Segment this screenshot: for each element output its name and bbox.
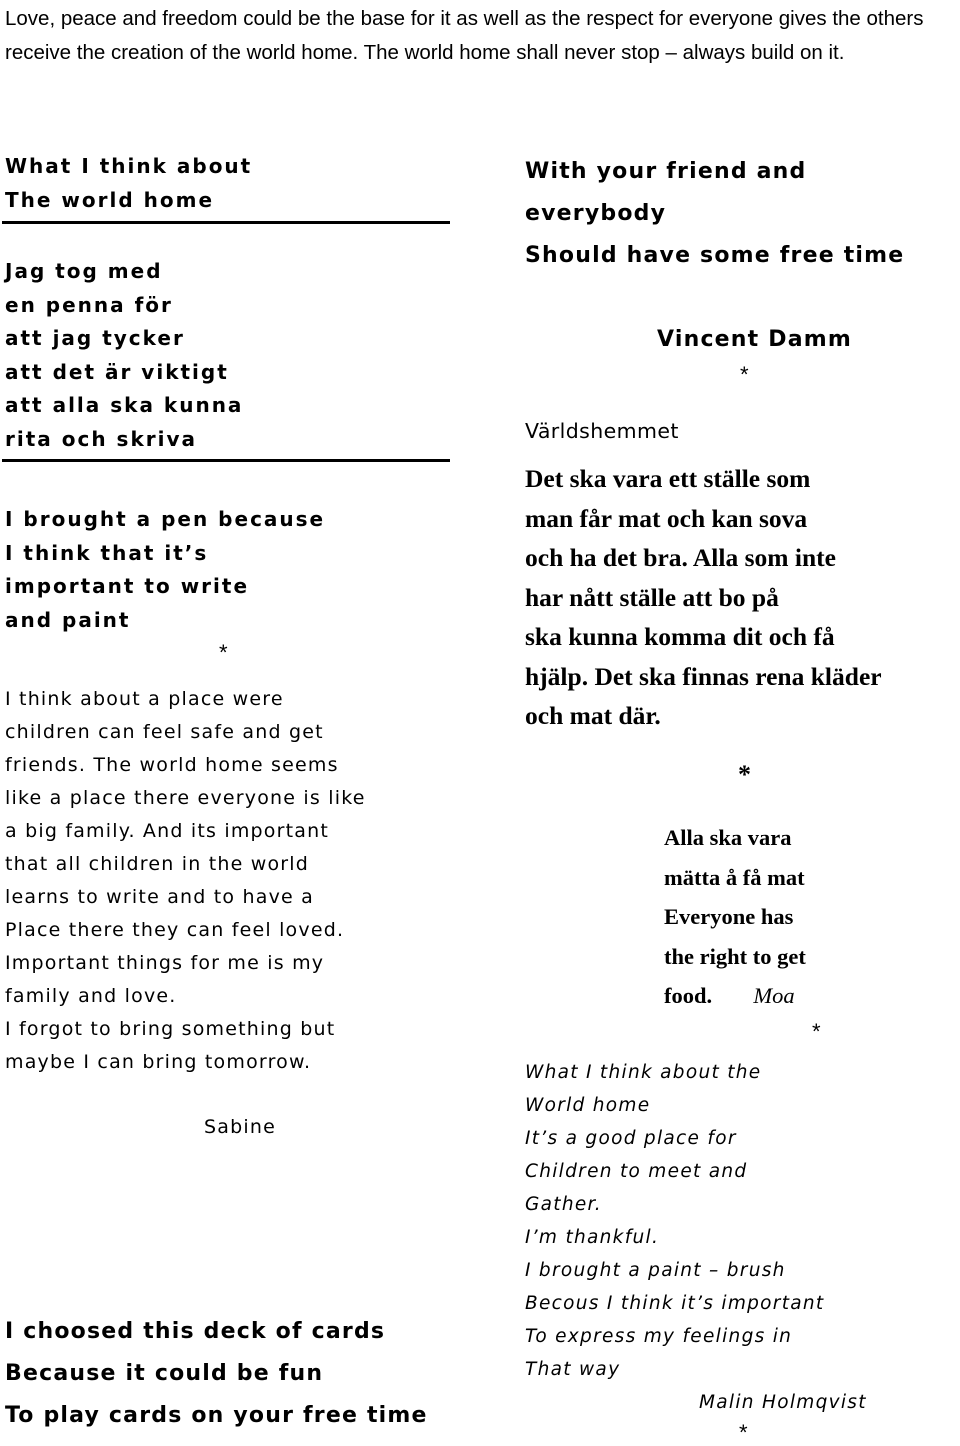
- separator-star: *: [812, 1019, 821, 1044]
- text-line: Children to meet and: [525, 1161, 748, 1182]
- friend-text: [525, 151, 904, 277]
- separator-star: *: [738, 760, 751, 789]
- varldshemmet-title: Världshemmet: [525, 419, 679, 443]
- poem-line: and paint: [5, 607, 131, 632]
- text-line: Gather.: [525, 1194, 602, 1215]
- text-line: that all children in the world: [5, 853, 310, 875]
- text-line: With your friend and: [525, 159, 807, 184]
- text-line: Because it could be fun: [5, 1361, 324, 1386]
- swedish-poem: [5, 255, 243, 456]
- text-line: I think about a place were: [5, 688, 284, 710]
- poem-line: I brought a pen because: [5, 507, 326, 531]
- text-line: What I think about the: [525, 1062, 762, 1083]
- poem-line: att alla ska kunna: [5, 393, 244, 417]
- poem-line: rita och skriva: [5, 426, 197, 451]
- separator-star: *: [219, 640, 228, 665]
- text-line: ska kunna komma dit och få: [525, 622, 835, 651]
- heading-line: The world home: [5, 187, 215, 212]
- intro-paragraph: Love, peace and freedom could be the base for it as well as the respect for everyone gives the others receive the creation of the world home. The world home shall never stop – always build on it.: [5, 7, 924, 64]
- signature-sabine: Sabine: [204, 1116, 276, 1138]
- text-line: Important things for me is my: [5, 952, 325, 974]
- moa-last-line: food.: [664, 983, 713, 1009]
- text-line: like a place there everyone is like: [5, 787, 366, 809]
- text-line: I choosed this deck of cards: [5, 1319, 386, 1344]
- text-line: the right to get: [664, 943, 806, 969]
- poem-line: important to write: [5, 574, 250, 598]
- sabine-text: [5, 683, 366, 1079]
- text-line: Alla ska vara: [664, 825, 792, 850]
- text-line: I forgot to bring something but: [5, 1018, 336, 1040]
- text-line: To express my feelings in: [525, 1326, 793, 1347]
- left-heading: [5, 150, 252, 217]
- signature-moa: Moa: [753, 983, 795, 1009]
- moa-text: [664, 818, 806, 1016]
- text-line: hjälp. Det ska finnas rena kläder: [525, 661, 882, 691]
- poem-line: I think that it’s: [5, 540, 209, 565]
- text-line: [664, 976, 806, 1016]
- text-line: maybe I can bring tomorrow.: [5, 1051, 312, 1073]
- text-line: friends. The world home seems: [5, 754, 339, 776]
- separator-star: *: [739, 1420, 748, 1445]
- divider: [2, 221, 450, 224]
- text-line: och mat där.: [525, 701, 661, 730]
- text-line: World home: [525, 1095, 651, 1116]
- text-line: Becous I think it’s important: [525, 1293, 825, 1314]
- text-line: man får mat och kan sova: [525, 503, 808, 533]
- heading-line: What I think about: [5, 154, 253, 178]
- malin-text: [525, 1056, 824, 1386]
- text-line: Everyone has: [664, 904, 794, 930]
- text-line: a big family. And its important: [5, 820, 330, 842]
- text-line: That way: [525, 1359, 621, 1380]
- poem-line: en penna för: [5, 292, 173, 317]
- poem-line: att jag tycker: [5, 326, 185, 350]
- signature-malin: Malin Holmqvist: [699, 1392, 867, 1413]
- text-line: It’s a good place for: [525, 1128, 737, 1149]
- separator-star: *: [740, 362, 749, 387]
- divider: [2, 459, 450, 462]
- text-line: To play cards on your free time: [5, 1403, 428, 1428]
- text-line: family and love.: [5, 985, 177, 1007]
- text-line: och ha det bra. Alla som inte: [525, 543, 836, 572]
- english-poem: [5, 503, 325, 637]
- poem-line: att det är viktigt: [5, 359, 229, 384]
- text-line: Should have some free time: [525, 243, 905, 268]
- text-line: learns to write and to have a: [5, 886, 314, 908]
- text-line: Place there they can feel loved.: [5, 919, 345, 941]
- text-line: Det ska vara ett ställe som: [525, 464, 811, 493]
- text-line: mätta å få mat: [664, 864, 805, 890]
- varldshemmet-text: [525, 459, 882, 736]
- signature-vincent: Vincent Damm: [657, 327, 852, 352]
- text-line: children can feel safe and get: [5, 721, 324, 743]
- text-line: I’m thankful.: [525, 1227, 660, 1248]
- text-line: har nått ställe att bo på: [525, 582, 779, 612]
- poem-line: Jag tog med: [5, 259, 163, 283]
- cards-text: [5, 1311, 428, 1437]
- text-line: I brought a paint – brush: [525, 1260, 786, 1281]
- text-line: everybody: [525, 201, 667, 226]
